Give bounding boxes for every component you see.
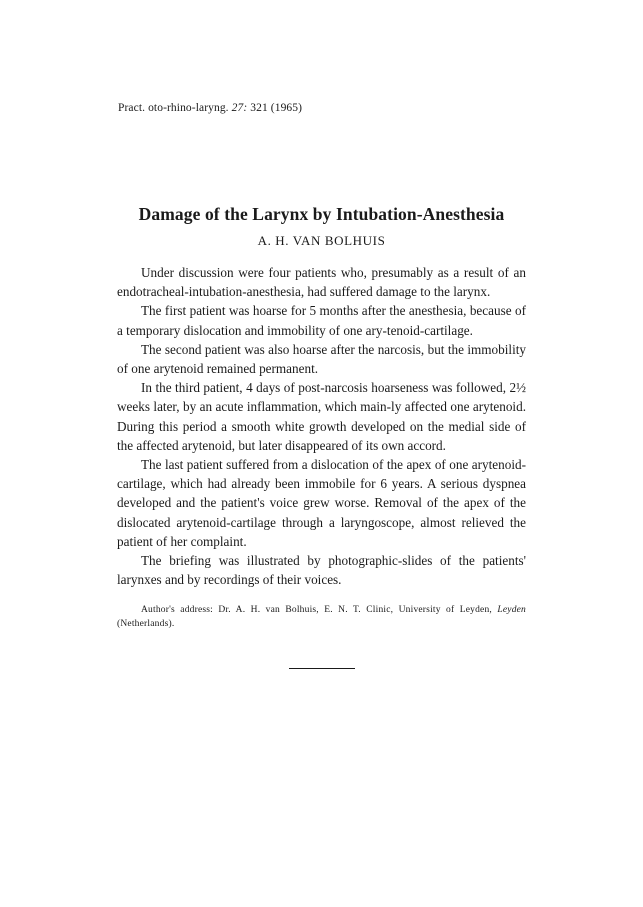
journal-citation [118,102,302,114]
article-author: A. H. VAN BOLHUIS [257,233,386,248]
article-body [117,263,526,589]
author-address-country: (Netherlands). [117,619,175,629]
paragraph-2: The first patient was hoarse for 5 months after the anesthesia, because of a temporary dislocation and immobility of one ary-tenoid-cartilage. [117,303,526,338]
paragraph-3: The second patient was also hoarse after the narcosis, but the immobility of one arytenoid remained permanent. [117,341,526,377]
paragraph-4: In the third patient, 4 days of post-narcosis hoarseness was followed, 2½ weeks later, by an acute inflammation, which main-ly affected one arytenoid. During this period a smooth white growth developed on the medial side of the affected arytenoid, but later disappeared of its own accord. [117,380,526,453]
end-rule [289,668,355,669]
journal-name: Pract. oto-rhino-laryng. [118,102,229,114]
author-address-text: Author's address: Dr. A. H. van Bolhuis, E. N. T. Clinic, University of Leyden, [141,605,492,615]
paragraph-6: The briefing was illustrated by photographic-slides of the patients' larynxes and by recordings of their voices. [117,553,526,588]
article-title: Damage of the Larynx by Intubation-Anesthesia [138,204,505,224]
paragraph-5: The last patient suffered from a dislocation of the apex of one arytenoid-cartilage, which had already been immobile for 6 years. A serious dyspnea developed and the patient's voice grew worse. Removal of the apex of the dislocated arytenoid-cartilage through a laryngoscope, almost relieved the patient of her complaint. [117,457,526,549]
paragraph-1: Under discussion were four patients who, presumably as a result of an endotracheal-intubation-anesthesia, had suffered damage to the larynx. [117,265,526,300]
author-address-city: Leyden [497,605,527,615]
journal-volume: 27: [231,102,248,114]
author-address [117,603,526,631]
journal-pages-year: 321 (1965) [250,102,303,114]
